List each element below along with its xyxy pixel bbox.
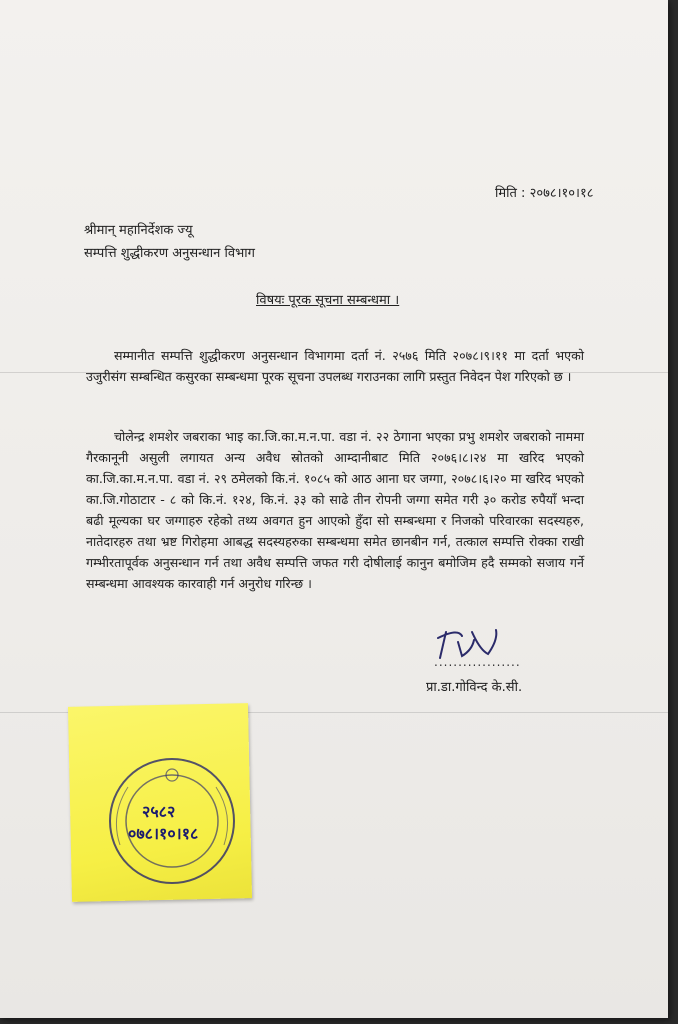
stamp-date: ०७८।१०।१८: [128, 824, 199, 843]
signature-line: ..................: [434, 655, 521, 669]
recipient-title: श्रीमान् महानिर्देशक ज्यू: [84, 223, 193, 238]
registration-stamp: [100, 735, 260, 895]
signatory-name: प्रा.डा.गोविन्द के.सी.: [426, 680, 523, 695]
stamp-number: २५८२: [142, 802, 176, 821]
letter-subject: विषयः पूरक सूचना सम्बन्धमा ।: [256, 293, 400, 308]
recipient-office: सम्पत्ति शुद्धीकरण अनुसन्धान विभाग: [84, 246, 255, 261]
paragraph-intro: सम्मानीत सम्पत्ति शुद्धीकरण अनुसन्धान विभागमा दर्ता नं. २५७६ मिति २०७८।९।११ मा दर्ता भएको उजुरीसंग सम्बन्धित कसुरका सम्बन्धमा पूरक सूचना उपलब्ध गराउनका लागि प्रस्तुत निवेदन पेश गरिएको छ ।: [86, 348, 584, 384]
paragraph-details: चोलेन्द्र शमशेर जबराका भाइ का.जि.का.म.न.पा. वडा नं. २२ ठेगाना भएका प्रभु शमशेर जबराको नाममा गैरकानूनी असुली लगायत अन्य अवैध स्रोतको आम्दानीबाट मिति २०७६।८।२४ मा खरिद भएको का.जि.का.म.न.पा. वडा नं. २९ ठमेलको कि.नं. १०८५ को आठ आना घर जग्गा, २०७८।६।२० मा खरिद भएको का.जि.गोठाटार - ८ को कि.नं. १२४, कि.नं. ३३ को साढे तीन रोपनी जग्गा समेत गरी ३० करोड रुपैयाँ भन्दा बढी मूल्यका घर जग्गाहरु रहेको तथ्य अवगत हुन आएको हुँदा सो सम्बन्धमा र निजको परिवारका सदस्यहरु, नातेदारहरु तथा भ्रष्ट गिरोहमा आबद्ध सदस्यहरुका सम्बन्धमा समेत छानबीन गर्न, तत्काल सम्पत्ति रोक्का राखी गम्भीरतापूर्वक अनुसन्धान गर्न तथा अवैध सम्पत्ति जफत गरी दोषीलाई कानुन बमोजिम हदै सम्मको सजाय गर्ने सम्बन्धमा आवश्यक कारवाही गर्न अनुरोध गरिन्छ ।: [86, 429, 584, 591]
letter-date: मिति : २०७८।१०।१८: [495, 186, 594, 201]
